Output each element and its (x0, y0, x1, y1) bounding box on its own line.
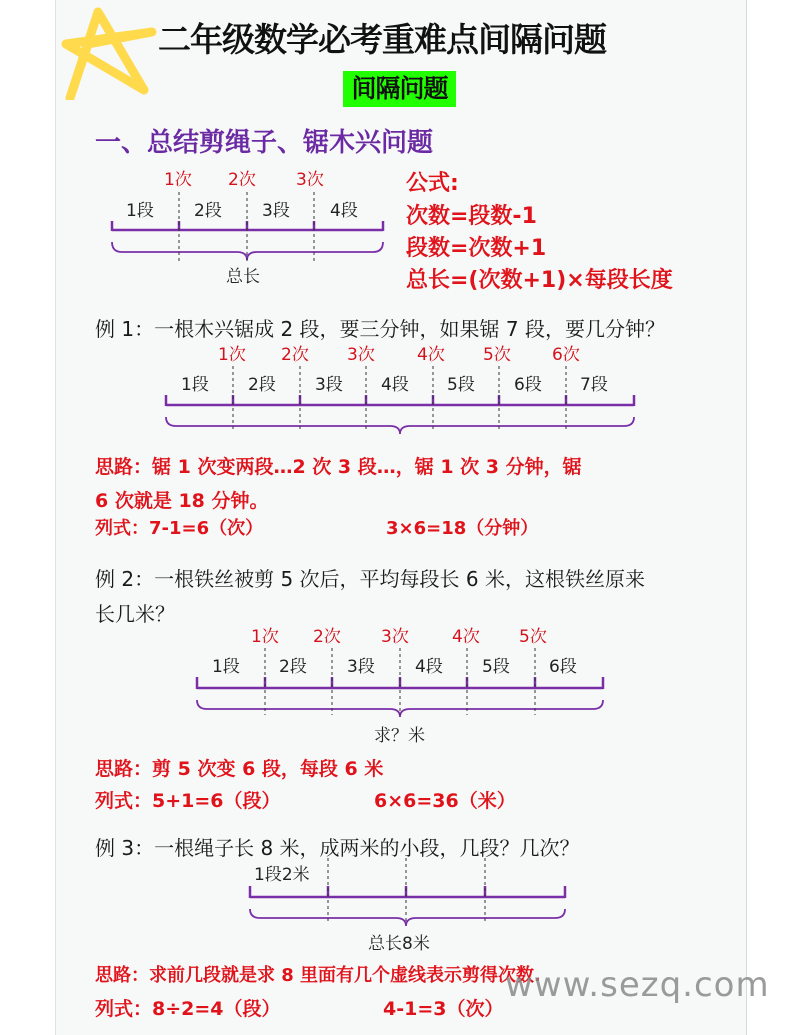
segment-label: 1段 (126, 201, 154, 221)
cut-label: 3次 (347, 345, 375, 365)
cut-label: 1次 (218, 345, 246, 365)
segment-label: 5段 (482, 657, 510, 677)
formula-label: 公式: (406, 171, 459, 196)
segment-label: 6段 (514, 375, 542, 395)
cut-label: 2次 (281, 345, 309, 365)
segment-label: 4段 (415, 657, 443, 677)
example3-thinking: 思路：求前几段就是求 8 里面有几个虚线表示剪得次数. (95, 965, 541, 986)
example3-question: 例 3：一根绳子长 8 米，成两米的小段，几段？几次？ (95, 836, 580, 860)
example1-thinking-cont: 6 次就是 18 分钟。 (95, 490, 269, 512)
segment-label: 1段2米 (254, 865, 310, 885)
topic-badge: 间隔问题 (343, 71, 456, 107)
diagram-caption: 求？米 (374, 726, 425, 746)
cut-label: 3次 (296, 170, 324, 190)
diagram-caption: 总长 (226, 267, 260, 287)
segment-label: 2段 (194, 201, 222, 221)
segment-label: 3段 (315, 375, 343, 395)
example3-equation-2: 4-1=3（次） (383, 998, 504, 1020)
cut-label: 5次 (483, 345, 511, 365)
segment-label: 5段 (447, 375, 475, 395)
page-title: 二年级数学必考重难点间隔问题 (158, 20, 606, 59)
segment-label: 4段 (330, 201, 358, 221)
segment-label: 1段 (181, 375, 209, 395)
segment-label: 7段 (580, 375, 608, 395)
example2-question: 例 2：一根铁丝被剪 5 次后，平均每段长 6 米，这根铁丝原来 (95, 567, 645, 591)
example2-thinking: 思路：剪 5 次变 6 段，每段 6 米 (95, 758, 384, 780)
example2-equation-2: 6×6=36（米） (374, 790, 516, 812)
formula-line: 总长=(次数+1)×每段长度 (406, 268, 673, 293)
cut-label: 6次 (552, 345, 580, 365)
cut-label: 1次 (251, 627, 279, 647)
segment-label: 3段 (347, 657, 375, 677)
watermark: www.sezq.com (505, 965, 770, 1005)
cut-label: 1次 (164, 170, 192, 190)
segment-label: 2段 (279, 657, 307, 677)
segment-label: 4段 (381, 375, 409, 395)
example1-thinking: 思路：锯 1 次变两段…2 次 3 段…，锯 1 次 3 分钟，锯 (95, 456, 582, 478)
cut-label: 2次 (228, 170, 256, 190)
section-heading: 一、总结剪绳子、锯木兴问题 (95, 128, 434, 158)
example2-equation: 列式：5+1=6（段） (95, 790, 281, 812)
example3-equation: 列式：8÷2=4（段） (95, 998, 281, 1020)
segment-label: 3段 (262, 201, 290, 221)
segment-label: 6段 (549, 657, 577, 677)
example1-question: 例 1：一根木兴锯成 2 段，要三分钟，如果锯 7 段，要几分钟？ (95, 317, 665, 341)
example1-equation: 列式：7-1=6（次） (95, 518, 264, 539)
formula-line: 段数=次数+1 (406, 236, 547, 261)
cut-label: 5次 (519, 627, 547, 647)
segment-label: 2段 (248, 375, 276, 395)
formula-line: 次数=段数-1 (406, 204, 537, 229)
example1-equation-2: 3×6=18（分钟） (386, 518, 539, 539)
example2-question-cont: 长几米？ (95, 602, 175, 626)
cut-label: 3次 (381, 627, 409, 647)
cut-label: 4次 (417, 345, 445, 365)
cut-label: 4次 (452, 627, 480, 647)
diagram-caption: 总长8米 (368, 934, 430, 954)
segment-label: 1段 (212, 657, 240, 677)
cut-label: 2次 (313, 627, 341, 647)
